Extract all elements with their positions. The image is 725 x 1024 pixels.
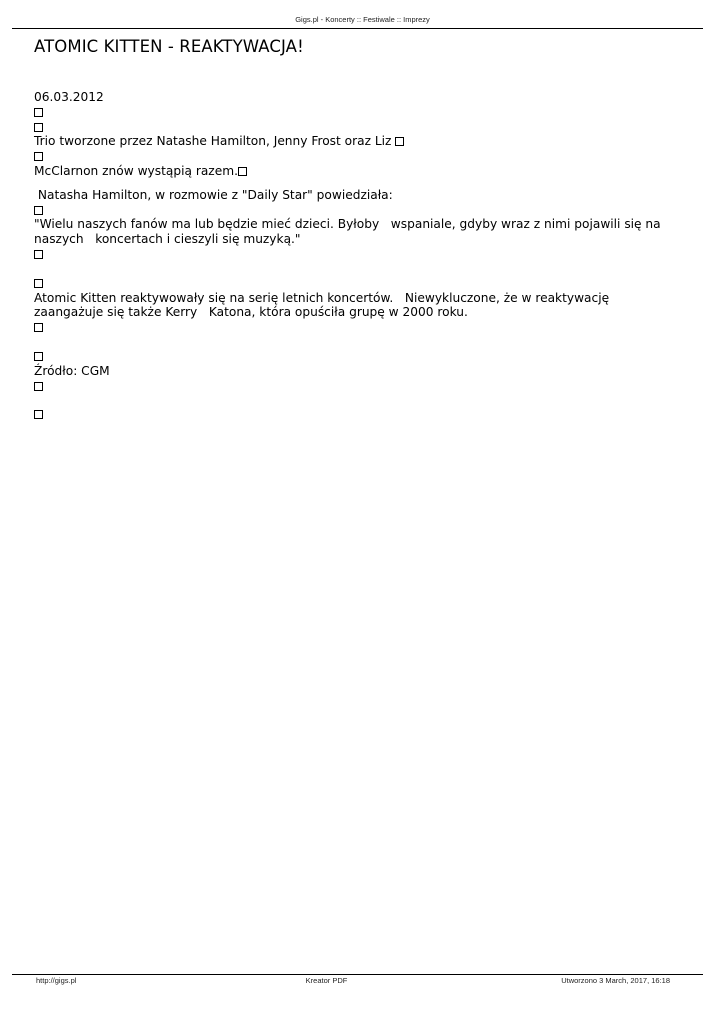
missing-glyph-icon: [34, 279, 43, 288]
missing-glyph-box: [34, 149, 674, 164]
missing-glyph-icon: [34, 152, 43, 161]
paragraph-line: Natasha Hamilton, w rozmowie z "Daily Star" powiedziała:: [34, 187, 393, 202]
paragraph-text: McClarnon znów wystąpią razem.: [34, 163, 238, 178]
paragraph-line: [34, 134, 674, 149]
missing-glyph-icon: [34, 250, 43, 259]
footer-created: Utworzono 3 March, 2017, 16:18: [561, 976, 670, 985]
spacer: [34, 335, 674, 349]
missing-glyph-icon: [34, 123, 43, 132]
missing-glyph-box: [34, 247, 674, 262]
paragraph-line: Atomic Kitten reaktywowały się na serię letnich koncertów. Niewykluczone, że w reaktywację: [34, 290, 610, 305]
page-header: Gigs.pl - Koncerty :: Festiwale :: Imprezy: [295, 15, 430, 24]
missing-glyph-icon: [238, 167, 247, 176]
article-body: [34, 90, 674, 422]
missing-glyph-box: [34, 120, 674, 135]
missing-glyph-box: [34, 320, 674, 335]
paragraph-line: [34, 164, 674, 179]
quote-line: naszych koncertach i cieszyli się muzyką.": [34, 232, 301, 247]
footer-generator: Kreator PDF: [305, 976, 348, 985]
spacer: [34, 262, 674, 276]
paragraph-text: Trio tworzone przez Natashe Hamilton, Jenny Frost oraz Liz: [34, 134, 396, 149]
source-line: Źródło: CGM: [34, 363, 110, 378]
missing-glyph-box: [34, 276, 674, 291]
missing-glyph-icon: [34, 352, 43, 361]
missing-glyph-icon: [34, 323, 43, 332]
footer-url: http://gigs.pl: [36, 976, 77, 985]
quote-line: "Wielu naszych fanów ma lub będzie mieć dzieci. Byłoby wspaniale, gdyby wraz z nimi pojawili się na: [34, 217, 661, 232]
missing-glyph-box: [34, 349, 674, 364]
footer-divider: [12, 974, 703, 975]
missing-glyph-icon: [395, 137, 404, 146]
article-date: 06.03.2012: [34, 90, 104, 104]
missing-glyph-box: [34, 105, 674, 120]
missing-glyph-icon: [34, 382, 43, 391]
missing-glyph-box: [34, 407, 674, 422]
article-title: ATOMIC KITTEN - REAKTYWACJA!: [34, 37, 304, 56]
spacer: [34, 179, 674, 188]
missing-glyph-box: [34, 203, 674, 218]
missing-glyph-icon: [34, 410, 43, 419]
missing-glyph-icon: [34, 108, 43, 117]
spacer: [34, 393, 674, 407]
missing-glyph-box: [34, 379, 674, 394]
missing-glyph-icon: [34, 206, 43, 215]
paragraph-line: zaangażuje się także Kerry Katona, która opuściła grupę w 2000 roku.: [34, 305, 468, 320]
header-divider: [12, 28, 703, 29]
